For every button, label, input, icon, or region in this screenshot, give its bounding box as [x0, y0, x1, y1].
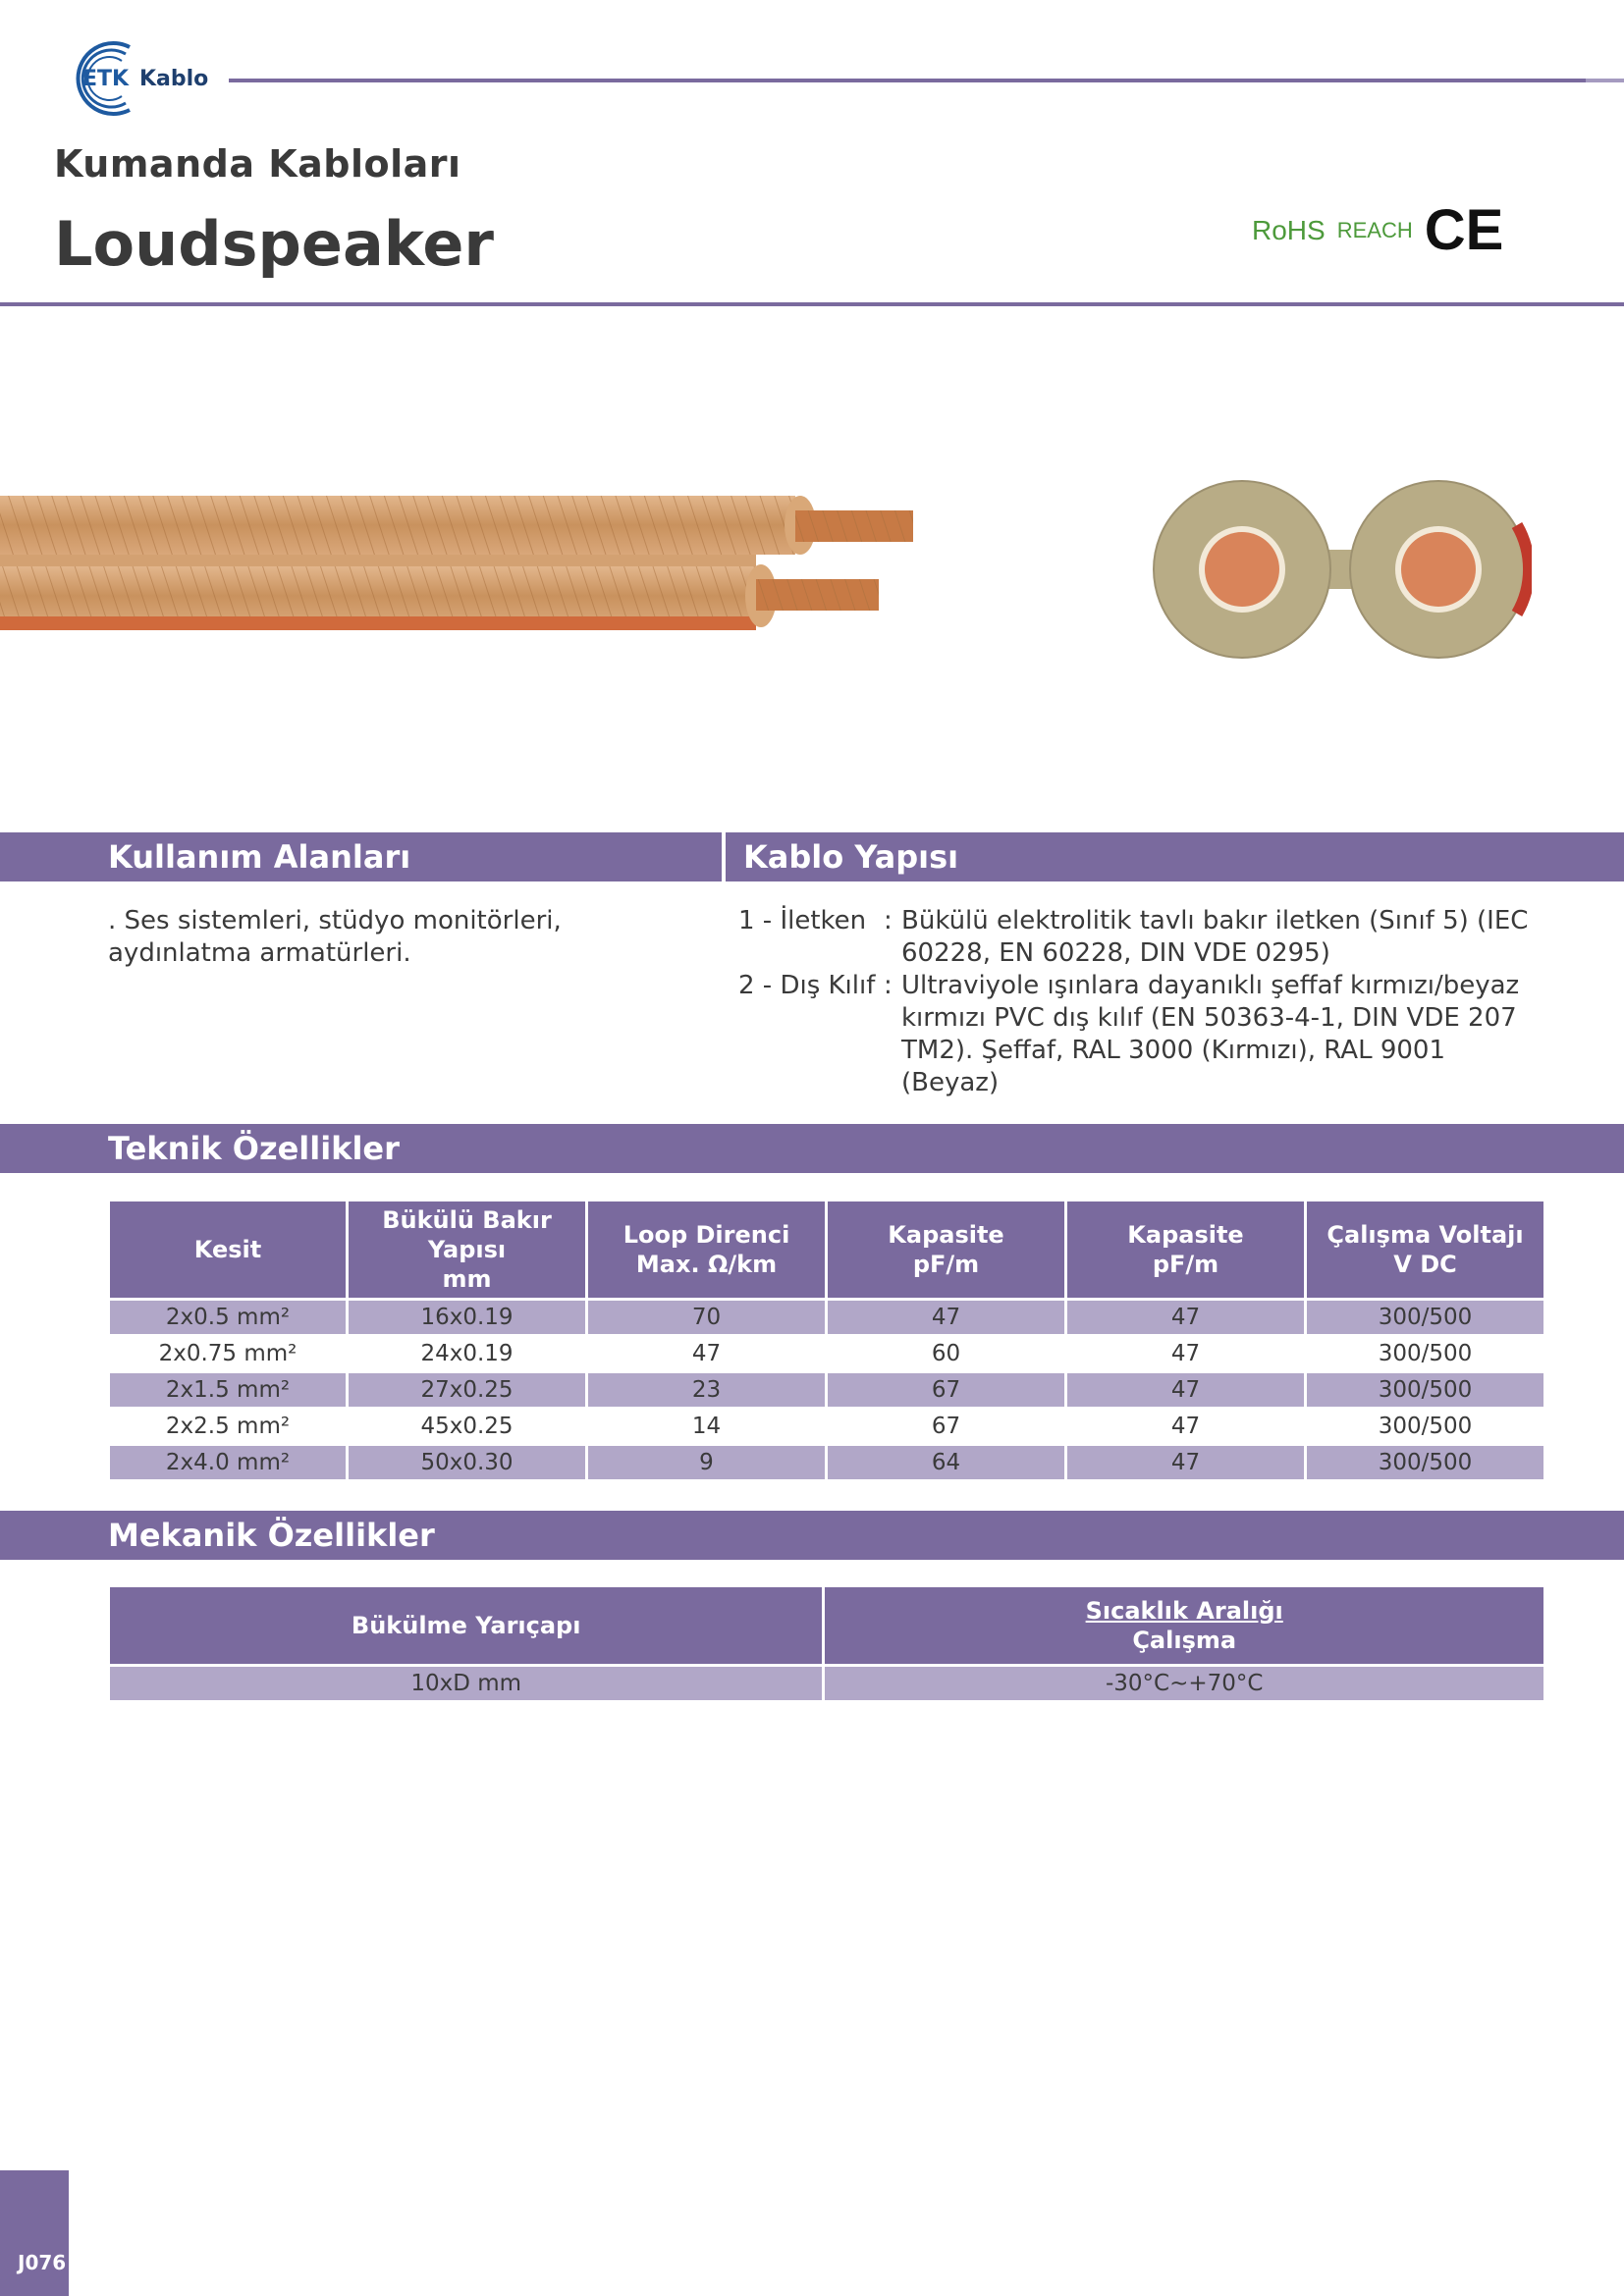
etk-logo: [53, 37, 210, 122]
header-rule: [229, 79, 1623, 82]
ce-mark: CE: [1424, 198, 1504, 262]
cell: 47: [588, 1337, 825, 1370]
category-title: Kumanda Kabloları: [54, 142, 461, 186]
structure-item-1-label: 1 - İletken: [738, 906, 867, 935]
usage-section-bar: Kullanım Alanları: [0, 832, 722, 881]
table-row: [110, 1373, 1543, 1407]
col-header-capacity-2: Kapasite pF/m: [1067, 1201, 1304, 1298]
cable-photo: [0, 471, 923, 687]
cell: 45x0.25: [349, 1410, 585, 1443]
cell: 50x0.30: [349, 1446, 585, 1479]
technical-table: [107, 1199, 1546, 1482]
technical-section-bar: Teknik Özellikler: [0, 1124, 1624, 1173]
cell: 47: [1067, 1337, 1304, 1370]
product-title: Loudspeaker: [54, 208, 494, 280]
rohs-mark: RoHS: [1252, 215, 1326, 245]
col-header-voltage: Çalışma Voltajı V DC: [1307, 1201, 1543, 1298]
cell: 67: [828, 1410, 1064, 1443]
page-number-tab: [0, 2170, 69, 2296]
cell: 300/500: [1307, 1410, 1543, 1443]
structure-item-1-sep: :: [884, 906, 893, 935]
cell: 2x2.5 mm²: [110, 1410, 346, 1443]
cell: 47: [1067, 1446, 1304, 1479]
logo-etk-text: ETK: [82, 67, 130, 91]
title-rule: [0, 302, 1624, 306]
usage-text: . Ses sistemleri, stüdyo monitörleri, aydınlatma armatürleri.: [108, 906, 562, 968]
structure-item-2-value: Ultraviyole ışınlara dayanıklı şeffaf kırmızı/beyaz kırmızı PVC dış kılıf (EN 50363-4-1, DIN VDE 207 TM2). Şeffaf, RAL 3000 (Kırmızı), RAL 9001 (Beyaz): [901, 971, 1520, 1097]
structure-item-2-sep: :: [884, 971, 893, 1000]
cell: 47: [1067, 1410, 1304, 1443]
cell: 70: [588, 1301, 825, 1334]
col-header-loop: Loop Direnci Max. Ω/km: [588, 1201, 825, 1298]
cable-cross-section: [1149, 471, 1532, 667]
cell: 9: [588, 1446, 825, 1479]
header-rule-end: [1586, 79, 1624, 82]
temperature-value: -30°C~+70°C: [825, 1667, 1543, 1700]
mechanical-section-bar: Mekanik Özellikler: [0, 1511, 1624, 1560]
cell: 67: [828, 1373, 1064, 1407]
structure-item-1-value: Bükülü elektrolitik tavlı bakır iletken (Sınıf 5) (IEC 60228, EN 60228, DIN VDE 0295): [901, 906, 1529, 968]
cell: 300/500: [1307, 1337, 1543, 1370]
table-row: [110, 1337, 1543, 1370]
table-row: [110, 1667, 1543, 1700]
cell: 2x0.75 mm²: [110, 1337, 346, 1370]
cell: 47: [1067, 1373, 1304, 1407]
cell: 2x4.0 mm²: [110, 1446, 346, 1479]
cell: 2x0.5 mm²: [110, 1301, 346, 1334]
mechanical-table: [107, 1584, 1546, 1703]
cell: 27x0.25: [349, 1373, 585, 1407]
cell: 2x1.5 mm²: [110, 1373, 346, 1407]
cell: 47: [828, 1301, 1064, 1334]
cell: 300/500: [1307, 1446, 1543, 1479]
col-header-kesit: Kesit: [110, 1201, 346, 1298]
cell: 23: [588, 1373, 825, 1407]
table-row: [110, 1446, 1543, 1479]
cell: 64: [828, 1446, 1064, 1479]
reach-mark: REACH: [1336, 218, 1413, 242]
logo-kablo-text: Kablo: [139, 67, 209, 91]
certifications: [1252, 198, 1504, 262]
cell: 24x0.19: [349, 1337, 585, 1370]
col-header-temperature: Sıcaklık Aralığı Çalışma: [825, 1587, 1543, 1664]
page-number: J076: [18, 2251, 67, 2274]
cell: 14: [588, 1410, 825, 1443]
cell: 60: [828, 1337, 1064, 1370]
col-header-copper: Bükülü Bakır Yapısı mm: [349, 1201, 585, 1298]
table-row: [110, 1410, 1543, 1443]
cell: 16x0.19: [349, 1301, 585, 1334]
structure-section-bar: Kablo Yapısı: [726, 832, 1624, 881]
col-header-capacity-1: Kapasite pF/m: [828, 1201, 1064, 1298]
cell: 300/500: [1307, 1301, 1543, 1334]
structure-item-2-label: 2 - Dış Kılıf: [738, 971, 876, 1000]
bend-radius-value: 10xD mm: [110, 1667, 822, 1700]
cell: 47: [1067, 1301, 1304, 1334]
table-row: [110, 1301, 1543, 1334]
col-header-bend-radius: Bükülme Yarıçapı: [110, 1587, 822, 1664]
cell: 300/500: [1307, 1373, 1543, 1407]
